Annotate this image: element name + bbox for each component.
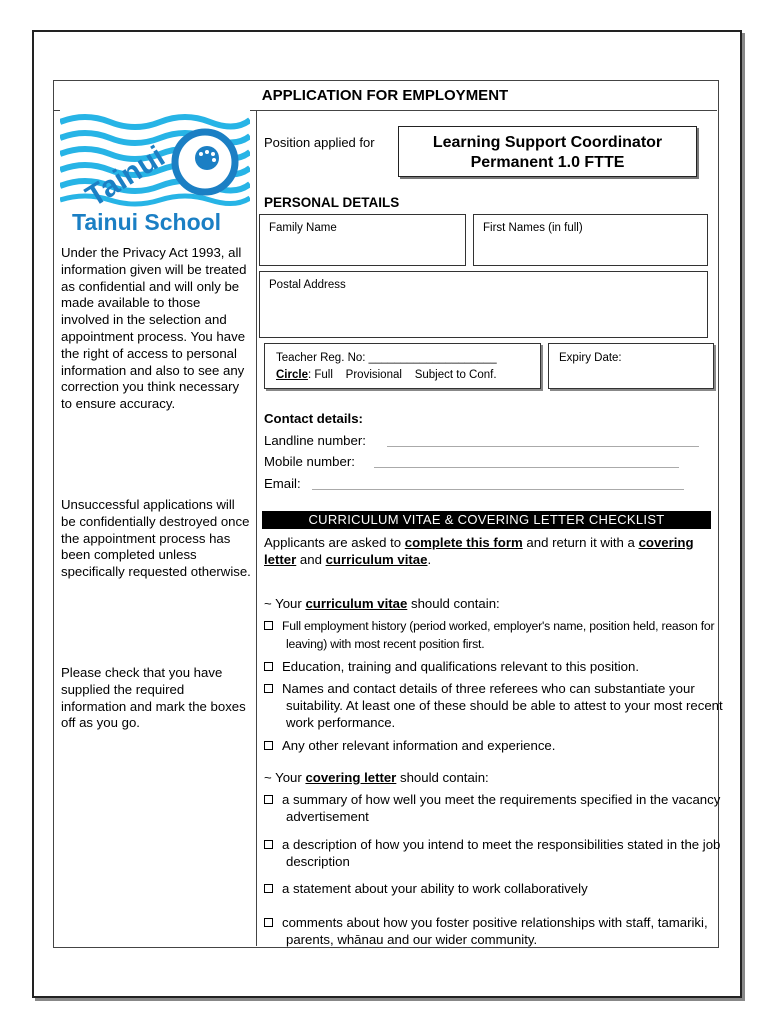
first-names-field[interactable] [473,214,708,266]
postal-address-field[interactable] [259,271,708,338]
checkbox-icon[interactable] [264,662,273,671]
cl-checkbox-responsibilities[interactable]: a description of how you intend to meet the responsibilities stated in the job description [264,836,731,870]
checklist-banner: CURRICULUM VITAE & COVERING LETTER CHECKLIST [262,511,711,529]
first-names-label: First Names (in full) [483,222,583,234]
school-name: Tainui School [72,209,222,235]
checkbox-icon[interactable] [264,918,273,927]
email-label: Email: [264,476,301,491]
registration-circle-options[interactable]: Circle: Full Provisional Subject to Conf. [276,369,497,381]
please-check-notice: Please check that you have supplied the required information and mark the boxes off as you go. [61,665,246,731]
landline-input[interactable] [387,446,699,447]
unsuccessful-notice: Unsuccessful applications will be confidentially destroyed once the appointment process has been completed unless specifically requested otherwise. [61,497,251,580]
cv-checkbox-education[interactable]: Education, training and qualifications relevant to this position. [264,658,731,675]
checkbox-icon[interactable] [264,840,273,849]
teacher-reg-field[interactable] [264,343,541,389]
cl-checkbox-collaboration[interactable]: a statement about your ability to work collaboratively [264,880,731,897]
personal-details-heading: PERSONAL DETAILS [264,195,400,210]
checkbox-icon[interactable] [264,684,273,693]
contact-details-heading: Contact details: [264,411,363,426]
expiry-date-label: Expiry Date: [559,352,622,364]
mobile-input[interactable] [374,467,679,468]
expiry-date-field[interactable] [548,343,714,389]
cl-checkbox-summary[interactable]: a summary of how well you meet the requirements specified in the vacancy advertisement [264,791,731,825]
family-name-field[interactable] [259,214,466,266]
school-logo [60,110,250,242]
cv-heading: ~ Your curriculum vitae should contain: [264,596,500,611]
checkbox-icon[interactable] [264,884,273,893]
mobile-label: Mobile number: [264,454,355,469]
cv-checkbox-referees[interactable]: Names and contact details of three referees who can substantiate your suitability. At least one of these should be able to attest to your most recent work performance. [264,680,731,731]
landline-label: Landline number: [264,433,366,448]
postal-address-label: Postal Address [269,279,346,291]
form-title: APPLICATION FOR EMPLOYMENT [53,80,717,111]
logo-wordmark: Tainui [80,139,171,214]
checkbox-icon[interactable] [264,621,273,630]
position-label: Position applied for [264,135,375,150]
email-input[interactable] [312,489,684,490]
checkbox-icon[interactable] [264,795,273,804]
column-divider [256,111,257,946]
cv-checkbox-other[interactable]: Any other relevant information and experience. [264,737,731,754]
teacher-reg-label: Teacher Reg. No: ____________________ [276,352,497,364]
checklist-intro: Applicants are asked to complete this form and return it with a covering letter and curriculum vitae. [264,535,694,567]
family-name-label: Family Name [269,222,337,234]
position-terms: Permanent 1.0 FTTE [470,154,625,171]
covering-letter-heading: ~ Your covering letter should contain: [264,770,489,785]
position-box [398,126,697,177]
privacy-notice: Under the Privacy Act 1993, all information given will be treated as confidential and will only be made available to those involved in the selection and appointment process. You have the right of access to personal information and also to see any correction you think necessary to ensure accuracy. [61,245,247,412]
cl-checkbox-relationships[interactable]: comments about how you foster positive relationships with staff, tamariki, parents, whānau and our wider community. [264,914,731,948]
cv-checkbox-employment[interactable]: Full employment history (period worked, employer's name, position held, reason for leaving) with most recent position first. [264,617,731,653]
checkbox-icon[interactable] [264,741,273,750]
position-title: Learning Support Coordinator [432,134,663,151]
